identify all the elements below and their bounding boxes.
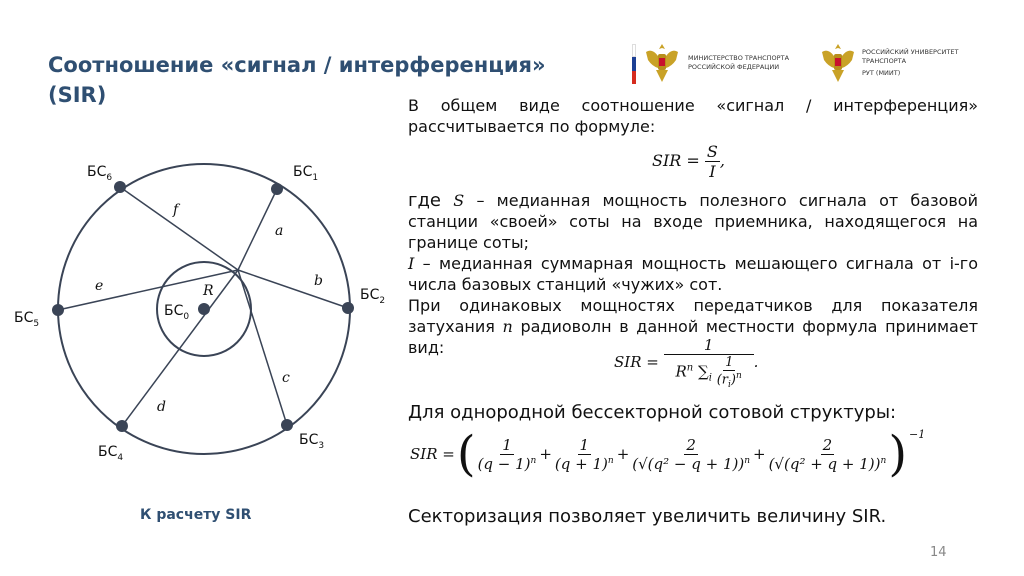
eagle-emblem-icon <box>642 40 682 88</box>
label-b: b <box>314 273 323 289</box>
formula-sir-distance: SIR = 1 $R^n$ $\sum_i$ $\frac{1}{(r_i)^n}$ . <box>614 336 759 390</box>
station-0-label: $БС_0$ <box>164 303 190 322</box>
term-1: $\frac{1}{(q - 1)^n}$ <box>477 435 537 473</box>
line-b <box>238 270 348 308</box>
station-2-dot <box>342 302 354 314</box>
university-text: РОССИЙСКИЙ УНИВЕРСИТЕТ ТРАНСПОРТА РУТ (МИИТ) <box>862 48 959 77</box>
university-emblem-icon <box>818 40 858 88</box>
diagram-caption: К расчету SIR <box>140 507 252 523</box>
term-2: $\frac{1}{(q + 1)^n}$ <box>554 435 614 473</box>
station-6-dot <box>114 181 126 193</box>
ministry-logo <box>632 40 802 90</box>
station-6-label: $БС_6$ <box>87 164 113 183</box>
definitions-text: где S – медианная мощность полезного сигнала от базовой станции «своей» соты на входе приемника, находящегося на границе соты; I – медианная суммарная мощность мешающего сигнала от i-го числа базовых станций «чужих» сот. При одинаковых мощностях передатчиков для показателя затухания n радиоволн в данной местности формула принимает вид: <box>408 190 979 357</box>
page-number: 14 <box>930 545 947 560</box>
label-c: c <box>282 370 290 386</box>
station-3-dot <box>281 419 293 431</box>
formula-sir-homogeneous: SIR = ( $\frac{1}{(q - 1)^n}$ + $\frac{1}{(q + 1)^n}$ + $\frac{2}{(√(q^2 - q + 1))^n}$ + $\frac{2}{(√(q^2 + q + 1))^n}$ ) $^{-1}$ <box>410 426 926 482</box>
station-2-label: $БС_2$ <box>360 287 386 306</box>
homogeneous-text: Для однородной бессекторной сотовой структуры: <box>408 402 897 423</box>
sectorization-text: Секторизация позволяет увеличить величину SIR. <box>408 506 887 527</box>
label-a: a <box>275 223 284 239</box>
term-3: $\frac{2}{(√(q^2 - q + 1))^n}$ <box>632 435 750 473</box>
station-1-dot <box>271 183 283 195</box>
label-d: d <box>157 399 166 415</box>
station-0-dot <box>198 303 210 315</box>
label-e: e <box>95 278 104 294</box>
university-logo <box>818 40 978 90</box>
title-line-1: Соотношение «сигнал / интерференция» <box>48 53 546 77</box>
station-4-label: $БС_4$ <box>98 444 124 463</box>
line-f <box>120 187 238 270</box>
line-c <box>238 270 287 425</box>
line-d <box>122 270 238 426</box>
title-line-2: (SIR) <box>48 83 107 107</box>
label-R: R <box>203 283 214 299</box>
line-a <box>238 189 277 270</box>
russian-flag-icon <box>632 44 636 84</box>
station-4-dot <box>116 420 128 432</box>
station-3-label: $БС_3$ <box>299 432 325 451</box>
station-1-label: $БС_1$ <box>293 164 319 183</box>
ministry-text: МИНИСТЕРСТВО ТРАНСПОРТА РОССИЙСКОЙ ФЕДЕРАЦИИ <box>688 54 790 71</box>
label-f: f <box>173 202 179 218</box>
intro-text: В общем виде соотношение «сигнал / интерференция» рассчитывается по формуле: <box>408 96 978 136</box>
formula-sir-basic: SIR = $\frac{S}{I}$ , <box>652 142 725 181</box>
station-5-dot <box>52 304 64 316</box>
term-4: $\frac{2}{(√(q^2 + q + 1))^n}$ <box>768 435 887 473</box>
station-5-label: $БС_5$ <box>14 310 40 329</box>
cell-diagram <box>0 150 400 480</box>
